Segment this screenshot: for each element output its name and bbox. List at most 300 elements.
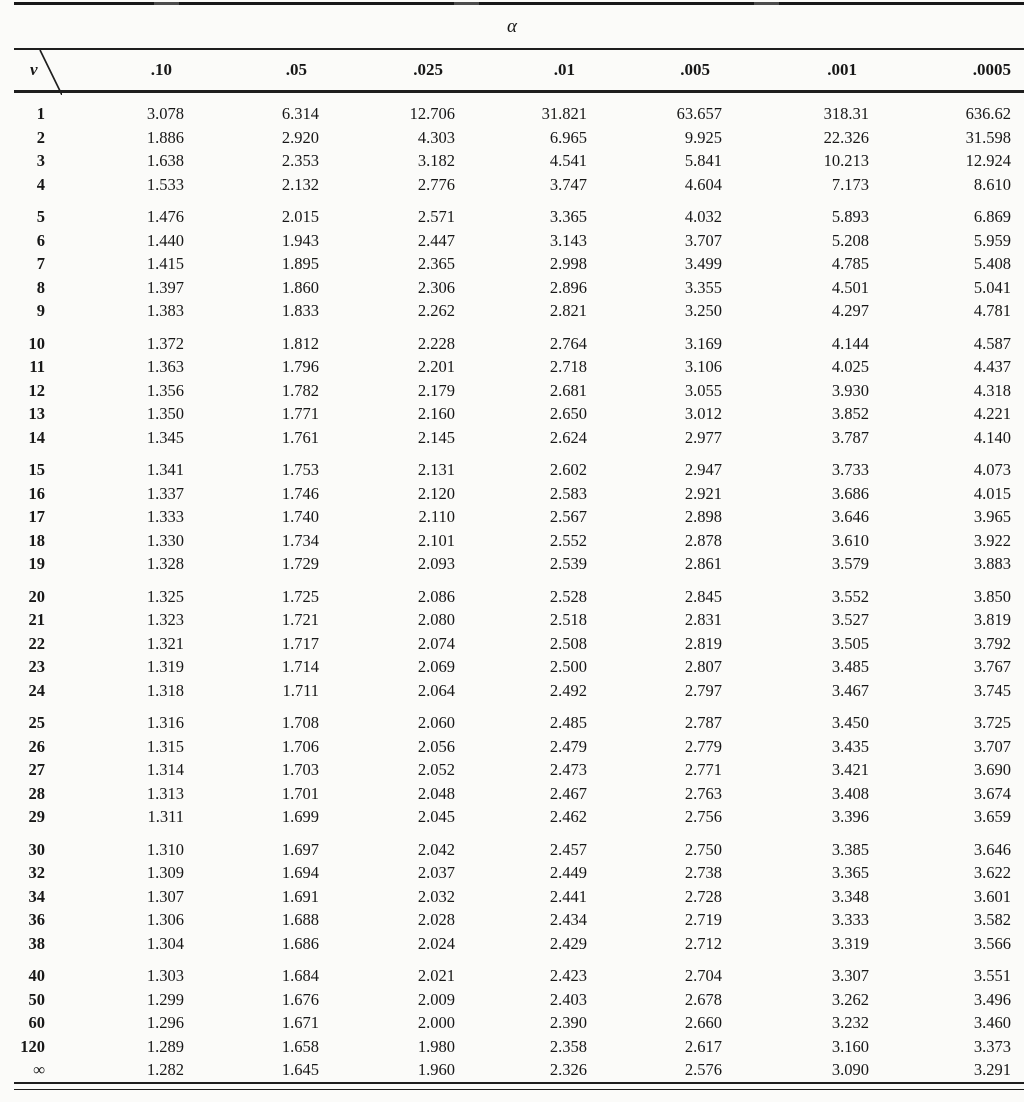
t-critical-value: 1.729 <box>281 554 319 573</box>
t-critical-value: 2.539 <box>549 554 587 573</box>
t-critical-value: 2.228 <box>417 333 455 353</box>
column-header-alpha-0005: .0005 <box>883 49 1024 92</box>
table-row <box>14 355 1024 379</box>
t-critical-value: 1.895 <box>281 254 319 273</box>
table-row <box>14 861 1024 885</box>
df-value: ∞ <box>33 1060 45 1079</box>
df-value: 8 <box>36 277 45 297</box>
t-critical-value: 1.833 <box>281 301 319 320</box>
df-value: 18 <box>28 530 45 550</box>
t-critical-value: 6.314 <box>281 104 319 123</box>
t-critical-value: 2.712 <box>684 933 722 953</box>
t-critical-value: 1.296 <box>146 1013 184 1032</box>
t-critical-value: 3.747 <box>549 174 587 194</box>
t-critical-value: 2.110 <box>418 507 455 526</box>
t-critical-value: 2.479 <box>549 736 587 756</box>
t-critical-value: 2.718 <box>549 357 587 376</box>
t-critical-value: 3.733 <box>831 460 869 479</box>
t-critical-value: 5.959 <box>973 230 1011 250</box>
t-critical-value: 2.508 <box>549 633 587 653</box>
t-critical-value: 1.311 <box>147 807 184 826</box>
t-critical-value: 1.701 <box>281 783 319 803</box>
column-header-alpha-05: .05 <box>198 49 333 92</box>
t-critical-value: 2.423 <box>549 966 587 985</box>
t-critical-value: 4.015 <box>973 483 1011 503</box>
t-critical-value: 3.485 <box>831 657 869 676</box>
t-critical-value: 1.282 <box>146 1060 184 1079</box>
t-critical-value: 1.372 <box>146 333 184 353</box>
t-critical-value: 3.396 <box>831 807 869 826</box>
t-critical-value: 4.587 <box>973 333 1011 353</box>
t-critical-value: 1.363 <box>146 357 184 376</box>
df-value: 120 <box>20 1036 45 1056</box>
row-group <box>14 829 1024 956</box>
t-critical-value: 2.069 <box>417 657 455 676</box>
bottom-rule-thin <box>14 1089 1024 1090</box>
t-critical-value: 2.024 <box>417 933 455 953</box>
t-critical-value: 3.527 <box>831 610 869 629</box>
t-critical-value: 1.645 <box>281 1060 319 1079</box>
t-critical-value: 1.318 <box>146 680 184 700</box>
t-critical-value: 3.232 <box>831 1013 869 1032</box>
t-critical-value: 2.365 <box>417 254 455 273</box>
t-critical-value: 3.852 <box>831 404 869 423</box>
table-row <box>14 655 1024 679</box>
table-row <box>14 149 1024 173</box>
df-value: 13 <box>28 404 45 423</box>
t-critical-value: 2.738 <box>684 863 722 882</box>
df-value: 32 <box>28 863 45 882</box>
t-critical-value: 4.437 <box>973 357 1011 376</box>
t-critical-value: 3.499 <box>684 254 722 273</box>
row-group <box>14 196 1024 323</box>
df-value: 34 <box>28 886 45 906</box>
t-critical-value: 2.896 <box>549 277 587 297</box>
column-header-alpha-001: .001 <box>736 49 883 92</box>
t-critical-value: 3.262 <box>831 989 869 1009</box>
table-row <box>14 426 1024 450</box>
t-critical-value: 1.886 <box>146 127 184 147</box>
df-value: 17 <box>28 507 45 526</box>
table-row <box>14 196 1024 229</box>
t-critical-value: 2.492 <box>549 680 587 700</box>
df-value: 15 <box>28 460 45 479</box>
t-critical-value: 3.819 <box>973 610 1011 629</box>
t-critical-value: 4.221 <box>973 404 1011 423</box>
t-critical-value: 2.797 <box>684 680 722 700</box>
t-critical-value: 1.708 <box>281 713 319 732</box>
t-critical-value: 3.421 <box>831 760 869 779</box>
df-value: 24 <box>28 680 45 700</box>
t-critical-value: 3.373 <box>973 1036 1011 1056</box>
row-group <box>14 92 1024 197</box>
t-critical-value: 1.356 <box>146 380 184 400</box>
t-critical-value: 1.860 <box>281 277 319 297</box>
t-critical-value: 1.796 <box>281 357 319 376</box>
table-row <box>14 632 1024 656</box>
t-critical-value: 4.025 <box>831 357 869 376</box>
t-critical-value: 2.120 <box>417 483 455 503</box>
t-critical-value: 3.365 <box>549 207 587 226</box>
df-value: 20 <box>28 586 45 606</box>
t-critical-value: 1.337 <box>146 483 184 503</box>
t-critical-value: 2.819 <box>684 633 722 653</box>
table-row <box>14 505 1024 529</box>
t-critical-value: 1.694 <box>281 863 319 882</box>
t-critical-value: 1.316 <box>146 713 184 732</box>
t-critical-value: 3.333 <box>831 910 869 929</box>
t-critical-value: 2.101 <box>417 530 455 550</box>
t-critical-value: 2.060 <box>417 713 455 732</box>
table-row <box>14 608 1024 632</box>
df-value: 30 <box>28 839 45 859</box>
table-row <box>14 829 1024 862</box>
t-critical-value: 3.012 <box>684 404 722 423</box>
df-value: 16 <box>28 483 45 503</box>
row-group <box>14 576 1024 703</box>
t-critical-value: 4.303 <box>417 127 455 147</box>
t-critical-value: 1.383 <box>146 301 184 320</box>
df-value: 27 <box>28 760 45 779</box>
t-critical-value: 1.341 <box>146 460 184 479</box>
t-critical-value: 1.703 <box>281 760 319 779</box>
table-row <box>14 482 1024 506</box>
t-critical-value: 10.213 <box>823 151 869 170</box>
t-critical-value: 3.182 <box>417 151 455 170</box>
t-critical-value: 2.000 <box>417 1013 455 1032</box>
table-row <box>14 92 1024 126</box>
t-critical-value: 3.106 <box>684 357 722 376</box>
t-critical-value: 31.821 <box>541 104 587 123</box>
t-critical-value: 2.441 <box>549 886 587 906</box>
t-critical-value: 2.015 <box>281 207 319 226</box>
df-value: 9 <box>36 301 45 320</box>
t-critical-value: 1.345 <box>146 427 184 447</box>
table-row <box>14 402 1024 426</box>
t-critical-value: 2.449 <box>549 863 587 882</box>
t-critical-value: 2.132 <box>281 174 319 194</box>
t-critical-value: 4.604 <box>684 174 722 194</box>
t-critical-value: 1.323 <box>146 610 184 629</box>
df-value: 11 <box>29 357 45 376</box>
t-critical-value: 1.333 <box>146 507 184 526</box>
t-critical-value: 1.671 <box>281 1013 319 1032</box>
df-value: 23 <box>28 657 45 676</box>
row-group <box>14 702 1024 829</box>
t-critical-value: 3.408 <box>831 783 869 803</box>
t-critical-value: 3.850 <box>973 586 1011 606</box>
column-header-alpha-10: .10 <box>62 49 198 92</box>
t-critical-value: 1.684 <box>281 966 319 985</box>
t-critical-value: 2.977 <box>684 427 722 447</box>
t-critical-value: 3.622 <box>973 863 1011 882</box>
t-critical-value: 2.032 <box>417 886 455 906</box>
t-critical-value: 2.518 <box>549 610 587 629</box>
t-critical-value: 63.657 <box>676 104 722 123</box>
t-critical-value: 3.922 <box>973 530 1011 550</box>
t-critical-value: 2.390 <box>549 1013 587 1032</box>
table-row <box>14 782 1024 806</box>
t-critical-value: 1.321 <box>146 633 184 653</box>
table-row <box>14 126 1024 150</box>
t-critical-value: 2.787 <box>684 713 722 732</box>
table-row <box>14 988 1024 1012</box>
t-critical-value: 2.624 <box>549 427 587 447</box>
t-critical-value: 2.678 <box>684 989 722 1009</box>
nu-symbol: ν <box>30 60 38 80</box>
t-critical-value: 3.787 <box>831 427 869 447</box>
t-critical-value: 1.658 <box>281 1036 319 1056</box>
t-critical-value: 31.598 <box>965 127 1011 147</box>
t-critical-value: 2.831 <box>684 610 722 629</box>
table-row <box>14 885 1024 909</box>
t-critical-value: 1.397 <box>146 277 184 297</box>
t-critical-value: 1.440 <box>146 230 184 250</box>
t-critical-value: 3.169 <box>684 333 722 353</box>
t-distribution-table-page <box>0 2 1024 1102</box>
t-critical-value: 5.841 <box>684 151 722 170</box>
t-critical-value: 1.686 <box>281 933 319 953</box>
df-value: 4 <box>36 174 45 194</box>
table-row <box>14 379 1024 403</box>
t-critical-value: 2.326 <box>549 1060 587 1079</box>
diagonal-divider-icon <box>14 50 62 95</box>
t-critical-value: 1.638 <box>146 151 184 170</box>
t-critical-value: 2.145 <box>417 427 455 447</box>
t-critical-value: 1.299 <box>146 989 184 1009</box>
t-critical-value: 2.080 <box>417 610 455 629</box>
t-critical-value: 4.781 <box>973 301 1011 320</box>
t-critical-value: 2.434 <box>549 910 587 929</box>
t-critical-value: 9.925 <box>684 127 722 147</box>
t-critical-value: 2.571 <box>417 207 455 226</box>
table-row <box>14 229 1024 253</box>
df-value: 38 <box>28 933 45 953</box>
t-critical-value: 1.676 <box>281 989 319 1009</box>
t-critical-value: 4.297 <box>831 301 869 320</box>
t-critical-value: 2.920 <box>281 127 319 147</box>
t-critical-value: 1.782 <box>281 380 319 400</box>
t-critical-value: 3.725 <box>973 713 1011 732</box>
t-critical-value: 2.681 <box>549 380 587 400</box>
t-critical-value: 3.792 <box>973 633 1011 653</box>
t-critical-value: 2.719 <box>684 910 722 929</box>
t-critical-value: 3.552 <box>831 586 869 606</box>
df-value: 10 <box>28 333 45 353</box>
table-row <box>14 299 1024 323</box>
t-critical-value: 2.447 <box>417 230 455 250</box>
t-critical-value: 3.659 <box>973 807 1011 826</box>
t-critical-value: 5.208 <box>831 230 869 250</box>
t-critical-value: 3.319 <box>831 933 869 953</box>
df-value: 60 <box>28 1013 45 1032</box>
t-critical-value: 1.289 <box>146 1036 184 1056</box>
t-critical-value: 3.160 <box>831 1036 869 1056</box>
t-critical-value: 2.429 <box>549 933 587 953</box>
t-critical-value: 1.980 <box>417 1036 455 1056</box>
df-value: 25 <box>28 713 45 732</box>
t-critical-value: 2.764 <box>549 333 587 353</box>
t-critical-value: 5.041 <box>973 277 1011 297</box>
t-critical-value: 2.037 <box>417 863 455 882</box>
t-critical-value: 2.485 <box>549 713 587 732</box>
t-critical-value: 3.582 <box>973 910 1011 929</box>
t-critical-value: 2.093 <box>417 554 455 573</box>
t-critical-value: 2.500 <box>549 657 587 676</box>
table-row <box>14 955 1024 988</box>
t-critical-value: 3.551 <box>973 966 1011 985</box>
t-critical-value: 1.306 <box>146 910 184 929</box>
table-row <box>14 758 1024 782</box>
t-critical-value: 4.144 <box>831 333 869 353</box>
t-critical-value: 1.325 <box>146 586 184 606</box>
t-critical-value: 6.869 <box>973 207 1011 226</box>
t-critical-value: 3.965 <box>973 507 1011 526</box>
row-group <box>14 955 1024 1082</box>
t-critical-value: 1.721 <box>281 610 319 629</box>
t-critical-value: 3.078 <box>146 104 184 123</box>
t-critical-value: 3.143 <box>549 230 587 250</box>
column-header-alpha-025: .025 <box>333 49 469 92</box>
t-critical-value: 3.250 <box>684 301 722 320</box>
t-critical-value: 1.303 <box>146 966 184 985</box>
t-critical-value: 3.460 <box>973 1013 1011 1032</box>
t-critical-value: 1.740 <box>281 507 319 526</box>
t-critical-value: 2.576 <box>684 1060 722 1079</box>
t-critical-value: 1.315 <box>146 736 184 756</box>
t-critical-value: 2.660 <box>684 1013 722 1032</box>
t-critical-value: 1.812 <box>281 333 319 353</box>
t-critical-value: 2.998 <box>549 254 587 273</box>
t-critical-value: 8.610 <box>973 174 1011 194</box>
t-critical-value: 2.807 <box>684 657 722 676</box>
t-critical-value: 3.646 <box>831 507 869 526</box>
table-row <box>14 323 1024 356</box>
t-critical-value: 4.501 <box>831 277 869 297</box>
t-critical-value: 1.307 <box>146 886 184 906</box>
t-critical-value: 2.045 <box>417 807 455 826</box>
t-critical-value: 1.717 <box>281 633 319 653</box>
df-value: 40 <box>28 966 45 985</box>
t-critical-value: 2.771 <box>684 760 722 779</box>
table-row <box>14 932 1024 956</box>
t-critical-value: 3.674 <box>973 783 1011 803</box>
table-row <box>14 1058 1024 1082</box>
df-value: 5 <box>36 207 45 226</box>
t-critical-value: 2.009 <box>417 989 455 1009</box>
t-critical-value: 2.201 <box>417 357 455 376</box>
t-critical-value: 2.042 <box>417 839 455 859</box>
t-critical-value: 1.314 <box>146 760 184 779</box>
t-critical-value: 2.262 <box>417 301 455 320</box>
t-critical-value: 7.173 <box>831 174 869 194</box>
t-critical-value: 2.353 <box>281 151 319 170</box>
df-value: 28 <box>28 783 45 803</box>
t-critical-value: 3.767 <box>973 657 1011 676</box>
t-critical-value: 5.408 <box>973 254 1011 273</box>
t-critical-value: 2.467 <box>549 783 587 803</box>
t-critical-value: 1.771 <box>281 404 319 423</box>
t-critical-value: 2.056 <box>417 736 455 756</box>
df-value: 26 <box>28 736 45 756</box>
t-critical-value: 2.064 <box>417 680 455 700</box>
df-corner-cell <box>14 49 62 92</box>
df-value: 22 <box>28 633 45 653</box>
table-row <box>14 702 1024 735</box>
t-critical-value: 2.086 <box>417 586 455 606</box>
t-critical-value: 4.318 <box>973 380 1011 400</box>
t-critical-value: 2.878 <box>684 530 722 550</box>
t-critical-value: 3.707 <box>684 230 722 250</box>
t-critical-value: 3.930 <box>831 380 869 400</box>
t-critical-value: 1.734 <box>281 530 319 550</box>
df-value: 3 <box>36 151 45 170</box>
t-critical-value: 22.326 <box>823 127 869 147</box>
t-critical-value: 1.761 <box>281 427 319 447</box>
t-critical-value: 1.746 <box>281 483 319 503</box>
t-critical-value: 2.567 <box>549 507 587 526</box>
t-critical-value: 2.052 <box>417 760 455 779</box>
t-critical-value: 3.365 <box>831 863 869 882</box>
t-critical-value: 1.415 <box>146 254 184 273</box>
t-critical-values-table <box>14 48 1024 1082</box>
t-critical-value: 2.947 <box>684 460 722 479</box>
t-critical-value: 3.348 <box>831 886 869 906</box>
column-header-alpha-01: .01 <box>469 49 601 92</box>
t-critical-value: 3.467 <box>831 680 869 700</box>
t-critical-value: 2.921 <box>684 483 722 503</box>
t-critical-value: 1.711 <box>282 680 319 700</box>
t-critical-value: 2.845 <box>684 586 722 606</box>
t-critical-value: 2.403 <box>549 989 587 1009</box>
t-critical-value: 3.646 <box>973 839 1011 859</box>
t-critical-value: 3.883 <box>973 554 1011 573</box>
table-row <box>14 529 1024 553</box>
df-value: 6 <box>36 230 45 250</box>
t-critical-value: 1.309 <box>146 863 184 882</box>
df-value: 14 <box>28 427 45 447</box>
df-value: 29 <box>28 807 45 826</box>
t-critical-value: 3.686 <box>831 483 869 503</box>
t-critical-value: 2.021 <box>417 966 455 985</box>
t-critical-value: 2.821 <box>549 301 587 320</box>
t-critical-value: 3.355 <box>684 277 722 297</box>
df-value: 1 <box>36 104 45 123</box>
table-row <box>14 173 1024 197</box>
t-critical-value: 1.753 <box>281 460 319 479</box>
t-critical-value: 1.697 <box>281 839 319 859</box>
table-row <box>14 576 1024 609</box>
df-value: 2 <box>36 127 45 147</box>
t-critical-value: 3.291 <box>973 1060 1011 1079</box>
table-row <box>14 276 1024 300</box>
column-header-alpha-005: .005 <box>601 49 736 92</box>
t-critical-value: 2.756 <box>684 807 722 826</box>
t-critical-value: 3.707 <box>973 736 1011 756</box>
t-critical-value: 2.160 <box>417 404 455 423</box>
t-critical-value: 4.073 <box>973 460 1011 479</box>
alpha-header-row <box>0 5 1024 48</box>
row-group <box>14 323 1024 450</box>
t-critical-value: 1.691 <box>281 886 319 906</box>
t-critical-value: 2.650 <box>549 404 587 423</box>
t-critical-value: 12.924 <box>965 151 1011 170</box>
t-critical-value: 1.533 <box>146 174 184 194</box>
t-critical-value: 2.306 <box>417 277 455 297</box>
t-critical-value: 1.706 <box>281 736 319 756</box>
table-row <box>14 735 1024 759</box>
row-group <box>14 449 1024 576</box>
